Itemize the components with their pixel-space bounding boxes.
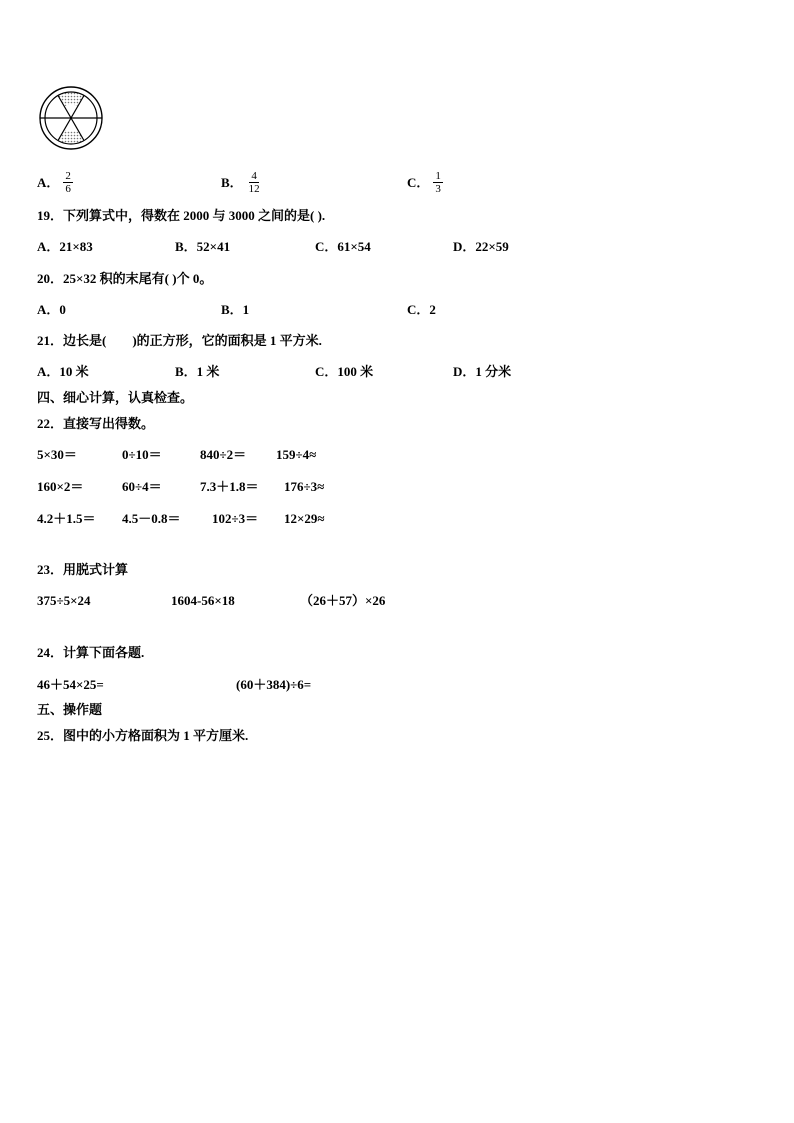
q22-item: 60÷4＝: [122, 479, 162, 494]
q22-item: 7.3＋1.8＝: [200, 479, 259, 494]
q22-item: 12×29≈: [284, 511, 325, 526]
q21-option-c: C．100 米: [315, 364, 374, 379]
q19-option-a: A．21×83: [37, 239, 93, 254]
q21-option-b: B．1 米: [175, 364, 220, 379]
q22-item: 4.2＋1.5＝: [37, 511, 96, 526]
q23-item: （26＋57）×26: [300, 593, 386, 608]
q18-option-c-letter: C．: [407, 174, 430, 190]
q22-item: 0÷10＝: [122, 447, 162, 462]
q19-option-c: C．61×54: [315, 239, 371, 254]
q18-option-c: [407, 170, 443, 195]
q19-option-b: B．52×41: [175, 239, 231, 254]
q18-option-a-fraction: $\frac{2}{6}$: [65, 170, 71, 195]
q21-option-a: A．10 米: [37, 364, 89, 379]
q22-item: 160×2＝: [37, 479, 84, 494]
q20-option-c: C．2: [407, 302, 436, 317]
q20-question: 20．25×32 积的末尾有( )个 0。: [37, 271, 213, 286]
q25-question: 25．图中的小方格面积为 1 平方厘米.: [37, 728, 249, 743]
q21-question: 21．边长是( )的正方形，它的面积是 1 平方米.: [37, 333, 322, 348]
q18-option-c-fraction: $\frac{1}{3}$: [435, 170, 441, 195]
q20-option-a: A．0: [37, 302, 66, 317]
q22-item: 5×30＝: [37, 447, 77, 462]
q23-question: 23．用脱式计算: [37, 562, 129, 577]
q19-option-d: D．22×59: [453, 239, 509, 254]
q22-question: 22．直接写出得数。: [37, 416, 155, 431]
q22-item: 840÷2＝: [200, 447, 247, 462]
q18-option-b-fraction: $\frac{4}{12}$: [248, 170, 260, 195]
q18-option-b-letter: B．: [221, 174, 243, 190]
q18-option-a-letter: A．: [37, 174, 60, 190]
q22-item: 4.5－0.8＝: [122, 511, 181, 526]
q20-option-b: B．1: [221, 302, 250, 317]
q22-item: 159÷4≈: [276, 447, 317, 462]
q23-item: 1604-56×18: [171, 593, 235, 608]
q22-item: 102÷3＝: [212, 511, 259, 526]
q24-item: 46＋54×25=: [37, 677, 104, 692]
q19-question: 19．下列算式中，得数在 2000 与 3000 之间的是( ).: [37, 208, 326, 223]
q18-option-b: [221, 170, 262, 195]
q24-item: (60＋384)÷6=: [236, 677, 312, 692]
section-four-heading: 四、细心计算，认真检查。: [37, 390, 194, 405]
circle-fraction-figure: [37, 86, 105, 150]
q24-question: 24．计算下面各题.: [37, 645, 145, 660]
q21-option-d: D．1 分米: [453, 364, 512, 379]
q22-item: 176÷3≈: [284, 479, 325, 494]
section-five-heading: 五、操作题: [37, 702, 103, 717]
q23-item: 375÷5×24: [37, 593, 91, 608]
q18-option-a: [37, 170, 73, 195]
